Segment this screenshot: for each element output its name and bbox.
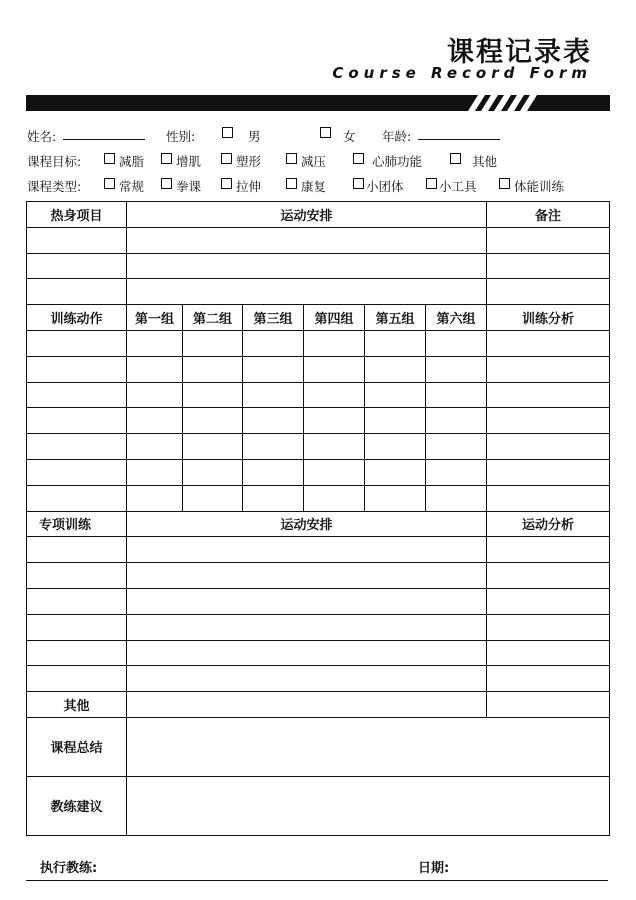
table-cell[interactable] xyxy=(243,356,304,382)
table-cell[interactable] xyxy=(243,382,304,408)
table-cell[interactable] xyxy=(365,434,426,460)
advice-label: 教练建议 xyxy=(27,776,127,835)
table-cell[interactable] xyxy=(183,459,243,485)
summary-row xyxy=(27,717,610,776)
gender-label: 性别: xyxy=(166,129,196,144)
coach-label: 执行教练: xyxy=(40,861,98,876)
goal-shaping-checkbox[interactable] xyxy=(221,153,232,164)
table-row xyxy=(27,279,610,305)
table-cell[interactable] xyxy=(27,382,127,408)
type-fitness-checkbox[interactable] xyxy=(499,178,510,189)
table-cell[interactable] xyxy=(27,330,127,356)
table-cell[interactable] xyxy=(27,666,127,692)
table-row xyxy=(27,408,610,434)
form-title: 课程记录表 xyxy=(447,37,592,68)
footer-signature-line[interactable] xyxy=(26,880,608,881)
table-cell[interactable] xyxy=(304,356,365,382)
table-cell[interactable] xyxy=(127,279,487,305)
warmup-col1-header: 热身项目 xyxy=(27,202,127,228)
group-5-header: 第五组 xyxy=(365,305,426,331)
table-cell[interactable] xyxy=(487,459,610,485)
other-field[interactable] xyxy=(127,692,487,718)
warmup-col3-header: 备注 xyxy=(487,202,610,228)
table-cell[interactable] xyxy=(487,330,610,356)
training-header-row xyxy=(27,305,610,331)
table-cell[interactable] xyxy=(243,330,304,356)
table-cell[interactable] xyxy=(127,485,183,511)
date-label: 日期: xyxy=(418,861,450,876)
table-cell[interactable] xyxy=(127,640,487,666)
advice-row xyxy=(27,776,610,835)
table-cell[interactable] xyxy=(304,382,365,408)
table-cell[interactable] xyxy=(127,408,183,434)
table-cell[interactable] xyxy=(127,666,487,692)
table-row xyxy=(27,227,610,253)
warmup-header-row xyxy=(27,202,610,228)
table-cell[interactable] xyxy=(487,227,610,253)
record-table xyxy=(26,201,610,836)
table-cell[interactable] xyxy=(304,330,365,356)
type-fitness-label: 体能训练 xyxy=(514,179,565,194)
table-row xyxy=(27,382,610,408)
other-row xyxy=(27,692,610,718)
table-cell[interactable] xyxy=(304,434,365,460)
age-label: 年龄: xyxy=(382,129,412,144)
type-boxing-label: 拳课 xyxy=(176,179,202,194)
table-row xyxy=(27,640,610,666)
type-stretch-label: 拉伸 xyxy=(236,179,262,194)
table-cell[interactable] xyxy=(183,382,243,408)
table-cell[interactable] xyxy=(304,459,365,485)
table-cell[interactable] xyxy=(365,408,426,434)
table-cell[interactable] xyxy=(27,485,127,511)
table-cell[interactable] xyxy=(27,227,127,253)
table-cell[interactable] xyxy=(426,356,487,382)
table-cell[interactable] xyxy=(365,485,426,511)
table-cell[interactable] xyxy=(127,588,487,614)
table-cell[interactable] xyxy=(365,330,426,356)
table-cell[interactable] xyxy=(127,434,183,460)
type-label: 课程类型: xyxy=(27,179,82,194)
table-cell[interactable] xyxy=(365,459,426,485)
type-regular-checkbox[interactable] xyxy=(104,178,115,189)
table-row xyxy=(27,666,610,692)
table-row xyxy=(27,356,610,382)
table-cell[interactable] xyxy=(127,459,183,485)
training-analysis-header: 训练分析 xyxy=(487,305,610,331)
table-cell[interactable] xyxy=(365,382,426,408)
table-cell[interactable] xyxy=(426,459,487,485)
table-cell[interactable] xyxy=(27,459,127,485)
type-rehab-label: 康复 xyxy=(301,179,327,194)
table-cell[interactable] xyxy=(243,459,304,485)
table-cell[interactable] xyxy=(127,330,183,356)
header-stripes-decoration xyxy=(460,95,610,111)
table-cell[interactable] xyxy=(27,588,127,614)
goal-cardio-label: 心肺功能 xyxy=(372,154,423,169)
goal-fat-loss-label: 减脂 xyxy=(119,154,145,169)
group-6-header: 第六组 xyxy=(426,305,487,331)
table-cell[interactable] xyxy=(27,563,127,589)
goal-label: 课程目标: xyxy=(27,154,82,169)
table-cell[interactable] xyxy=(127,253,487,279)
gender-female-checkbox[interactable] xyxy=(320,127,331,138)
table-row xyxy=(27,485,610,511)
table-cell[interactable] xyxy=(487,485,610,511)
table-cell[interactable] xyxy=(487,640,610,666)
table-cell[interactable] xyxy=(27,640,127,666)
type-small-group-label: 小团体 xyxy=(366,179,404,194)
table-row xyxy=(27,614,610,640)
table-cell[interactable] xyxy=(183,434,243,460)
table-cell[interactable] xyxy=(365,356,426,382)
special-col1-header: 专项训练 xyxy=(27,511,127,537)
table-cell[interactable] xyxy=(27,434,127,460)
form-subtitle: Course Record Form xyxy=(332,64,592,82)
table-row xyxy=(27,253,610,279)
goal-muscle-label: 增肌 xyxy=(176,154,202,169)
gender-female-label: 女 xyxy=(343,129,356,144)
type-boxing-checkbox[interactable] xyxy=(161,178,172,189)
table-cell[interactable] xyxy=(304,485,365,511)
other-note-field[interactable] xyxy=(487,692,610,718)
table-row xyxy=(27,537,610,563)
type-small-tool-label: 小工具 xyxy=(439,179,477,194)
table-cell[interactable] xyxy=(27,408,127,434)
table-cell[interactable] xyxy=(127,227,487,253)
name-label: 姓名: xyxy=(27,129,57,144)
table-cell[interactable] xyxy=(426,408,487,434)
group-4-header: 第四组 xyxy=(304,305,365,331)
table-row xyxy=(27,330,610,356)
summary-field[interactable] xyxy=(127,717,610,776)
summary-label: 课程总结 xyxy=(27,717,127,776)
table-cell[interactable] xyxy=(27,614,127,640)
goal-fat-loss-checkbox[interactable] xyxy=(104,153,115,164)
table-cell[interactable] xyxy=(487,253,610,279)
table-cell[interactable] xyxy=(127,537,487,563)
other-label: 其他 xyxy=(27,692,127,718)
table-cell[interactable] xyxy=(487,588,610,614)
table-cell[interactable] xyxy=(426,434,487,460)
goal-other-checkbox[interactable] xyxy=(450,153,461,164)
table-cell[interactable] xyxy=(183,330,243,356)
table-cell[interactable] xyxy=(426,485,487,511)
table-cell[interactable] xyxy=(426,330,487,356)
table-cell[interactable] xyxy=(487,408,610,434)
table-cell[interactable] xyxy=(487,537,610,563)
gender-male-checkbox[interactable] xyxy=(222,127,233,138)
table-cell[interactable] xyxy=(127,614,487,640)
table-cell[interactable] xyxy=(487,666,610,692)
table-cell[interactable] xyxy=(183,356,243,382)
group-2-header: 第二组 xyxy=(183,305,243,331)
group-1-header: 第一组 xyxy=(127,305,183,331)
warmup-col2-header: 运动安排 xyxy=(127,202,487,228)
special-col3-header: 运动分析 xyxy=(487,511,610,537)
group-3-header: 第三组 xyxy=(243,305,304,331)
goal-other-label: 其他 xyxy=(472,154,498,169)
table-cell[interactable] xyxy=(487,279,610,305)
table-cell[interactable] xyxy=(27,253,127,279)
table-cell[interactable] xyxy=(127,382,183,408)
goal-muscle-checkbox[interactable] xyxy=(161,153,172,164)
special-header-row xyxy=(27,511,610,537)
table-cell[interactable] xyxy=(27,537,127,563)
table-cell[interactable] xyxy=(27,356,127,382)
table-cell[interactable] xyxy=(426,382,487,408)
table-row xyxy=(27,563,610,589)
table-cell[interactable] xyxy=(243,485,304,511)
table-cell[interactable] xyxy=(127,356,183,382)
type-stretch-checkbox[interactable] xyxy=(221,178,232,189)
table-cell[interactable] xyxy=(183,485,243,511)
special-col2-header: 运动安排 xyxy=(127,511,487,537)
table-cell[interactable] xyxy=(487,563,610,589)
type-small-group-checkbox[interactable] xyxy=(353,178,364,189)
goal-stress-label: 减压 xyxy=(301,154,327,169)
table-cell[interactable] xyxy=(487,434,610,460)
table-cell[interactable] xyxy=(183,408,243,434)
table-cell[interactable] xyxy=(27,279,127,305)
table-cell[interactable] xyxy=(243,434,304,460)
advice-field[interactable] xyxy=(127,776,610,835)
type-regular-label: 常规 xyxy=(119,179,145,194)
table-row xyxy=(27,434,610,460)
table-row xyxy=(27,588,610,614)
goal-stress-checkbox[interactable] xyxy=(286,153,297,164)
table-cell[interactable] xyxy=(304,408,365,434)
name-field[interactable] xyxy=(63,127,145,140)
table-cell[interactable] xyxy=(243,408,304,434)
table-cell[interactable] xyxy=(487,382,610,408)
training-col1-header: 训练动作 xyxy=(27,305,127,331)
table-cell[interactable] xyxy=(487,356,610,382)
age-field[interactable] xyxy=(418,127,500,140)
type-small-tool-checkbox[interactable] xyxy=(426,178,437,189)
table-cell[interactable] xyxy=(127,563,487,589)
table-cell[interactable] xyxy=(487,614,610,640)
goal-shaping-label: 塑形 xyxy=(236,154,262,169)
goal-cardio-checkbox[interactable] xyxy=(353,153,364,164)
type-rehab-checkbox[interactable] xyxy=(286,178,297,189)
table-row xyxy=(27,459,610,485)
gender-male-label: 男 xyxy=(248,129,261,144)
